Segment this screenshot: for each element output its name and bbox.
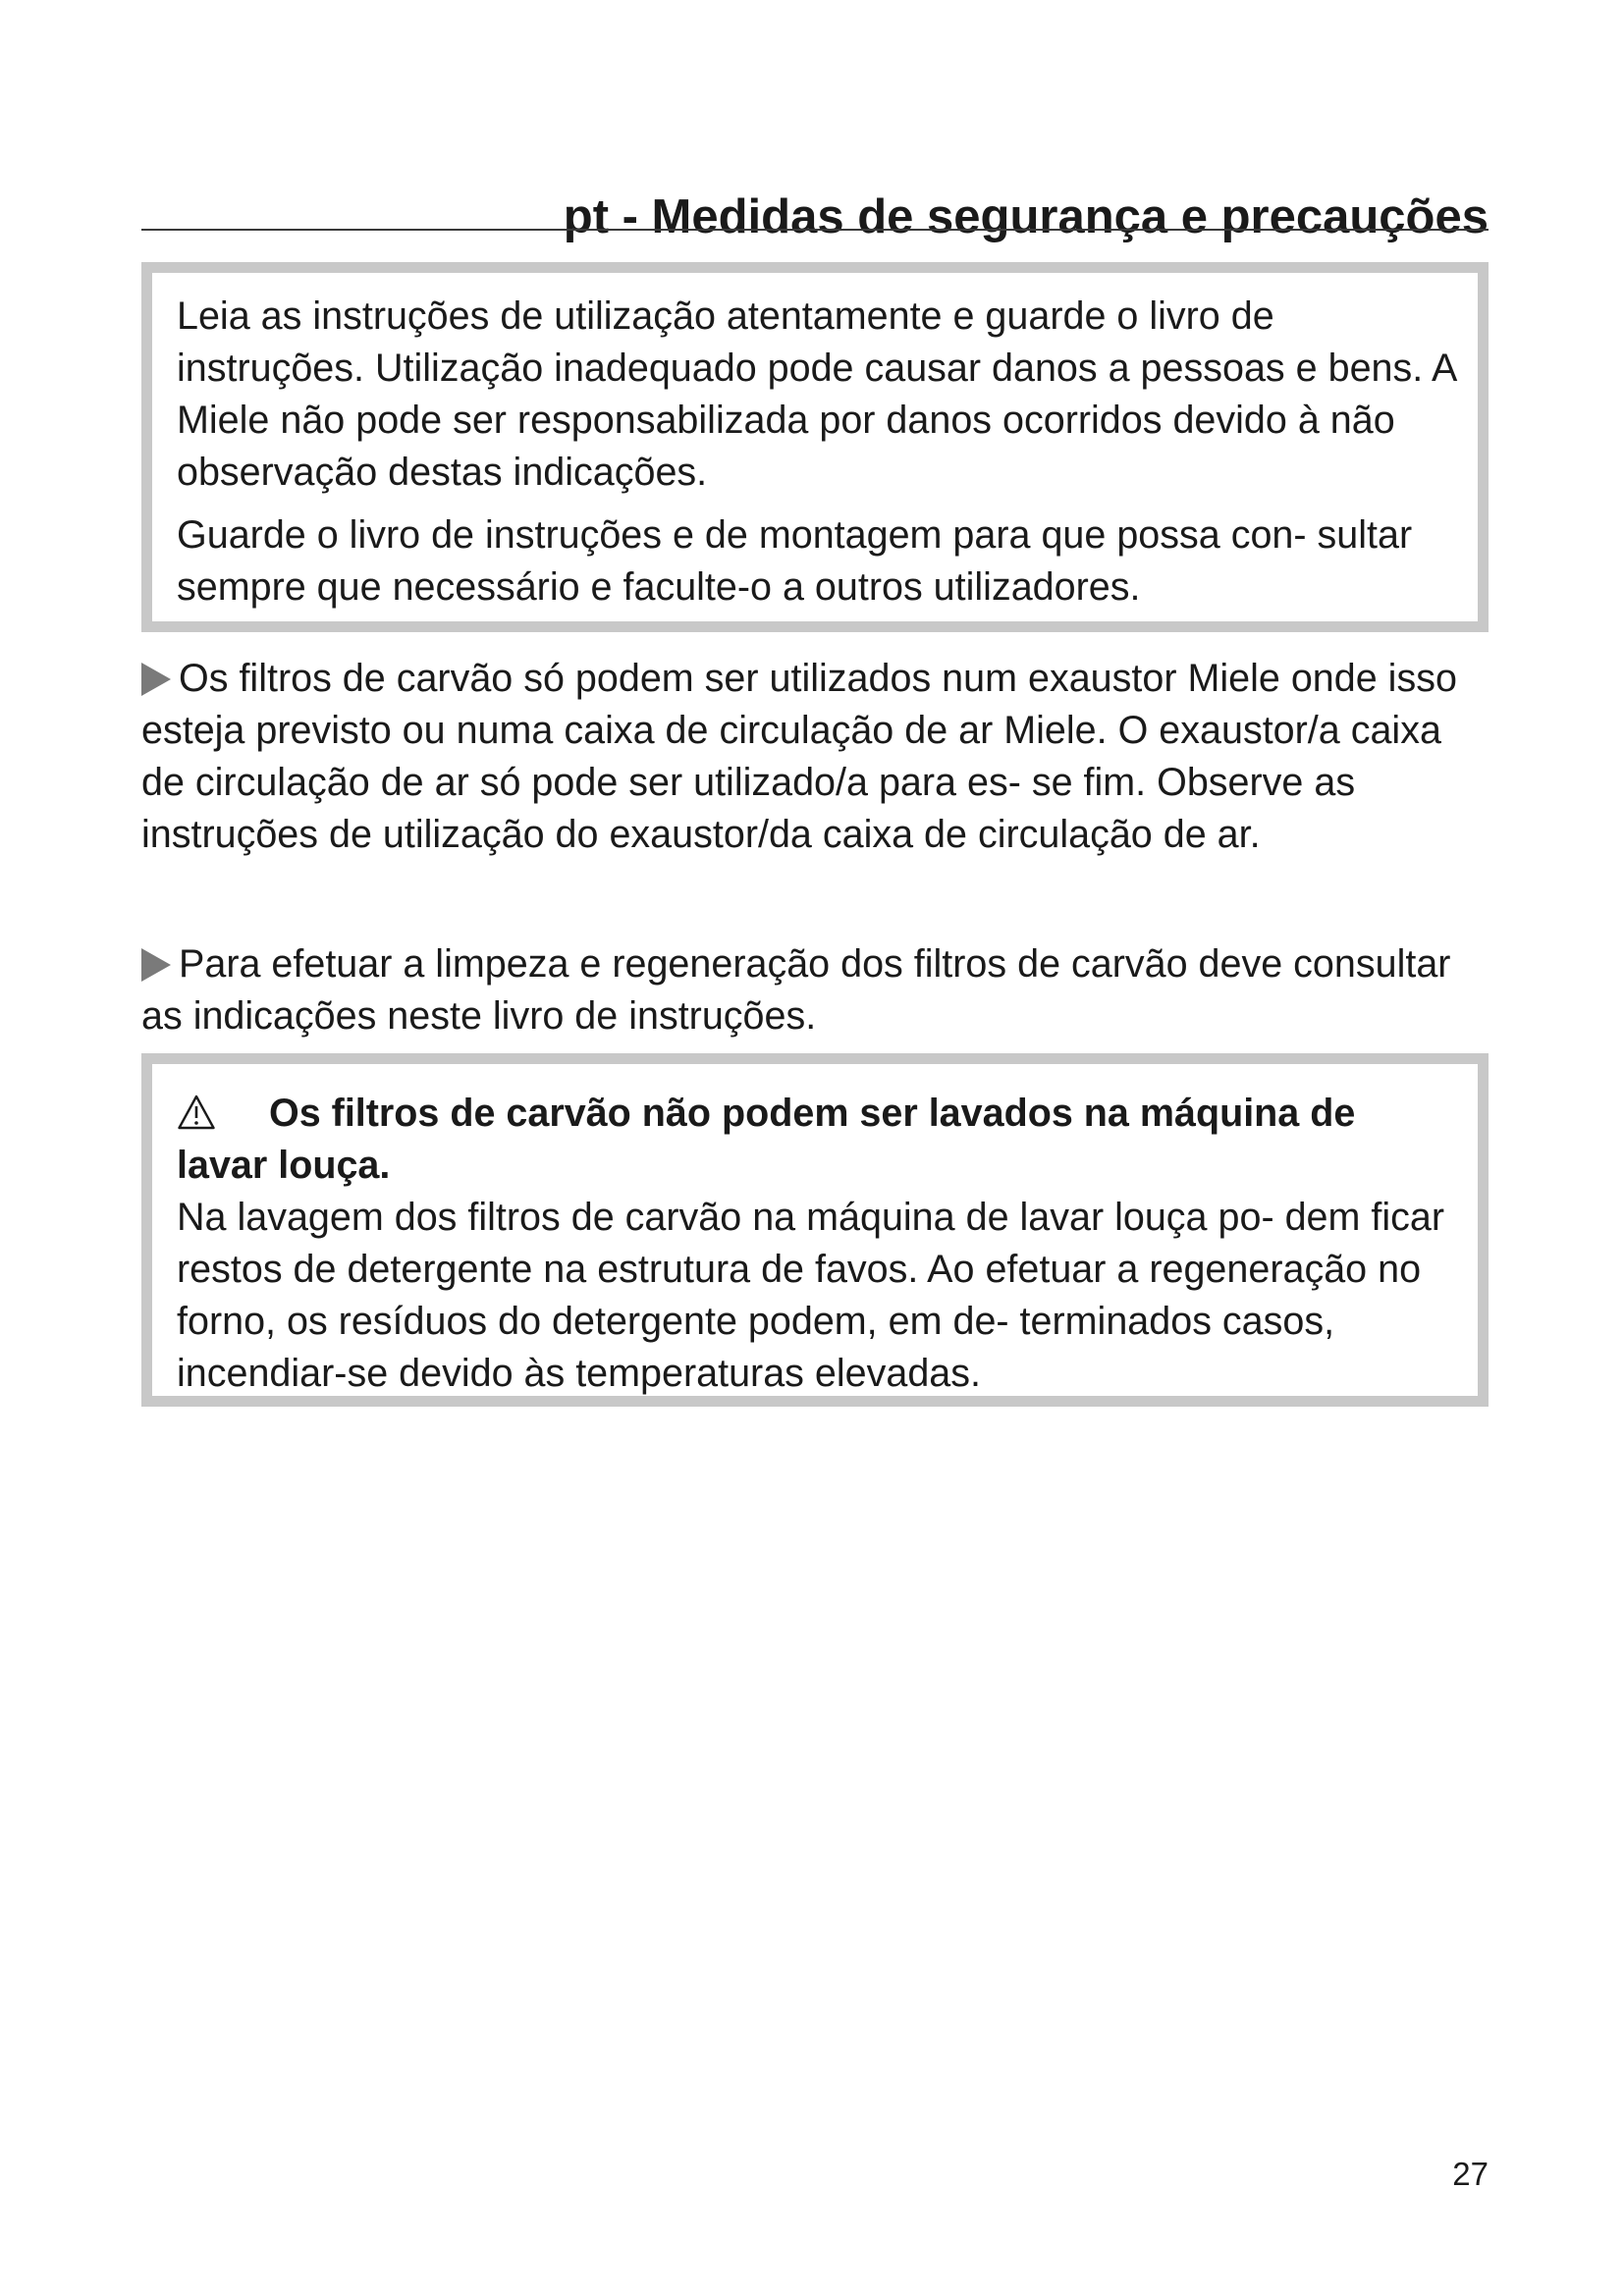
warning-heading <box>177 1088 1456 1192</box>
warning-body: Na lavagem dos filtros de carvão na máquina de lavar louça po- dem ficar restos de detergente na estrutura de favos. Ao efetuar a regeneração no forno, os resíduos do detergente podem, em de- terminados casos, incendiar-se devido às temperaturas elevadas. <box>177 1196 1445 1395</box>
bullet-text: Para efetuar a limpeza e regeneração dos filtros de carvão deve consultar as indicações neste livro de instruções. <box>141 942 1451 1038</box>
page-title: pt - Medidas de segurança e precauções <box>563 189 1489 243</box>
intro-notice-box <box>141 262 1489 632</box>
warning-heading-text: Os filtros de carvão não podem ser lavados na máquina de lavar louça. <box>177 1092 1356 1187</box>
intro-paragraph: Guarde o livro de instruções e de montagem para que possa con- sultar sempre que necessário e faculte-o a outros utilizadores. <box>177 513 1413 609</box>
warning-triangle-icon <box>177 1094 216 1131</box>
bullet-text: Os filtros de carvão só podem ser utilizados num exaustor Miele onde isso esteja previsto ou numa caixa de circulação de ar Miele. O exaustor/a caixa de circulação de ar só pode ser utilizado/a para es- se fim. Observe as instruções de utilização do exaustor/da caixa de circulação de ar. <box>141 657 1457 856</box>
title-divider <box>141 229 1489 231</box>
page-number: 27 <box>1452 2156 1489 2192</box>
bullet-item <box>141 653 1489 861</box>
intro-paragraph: Leia as instruções de utilização atentamente e guarde o livro de instruções. Utilização inadequado pode causar danos a pessoas e bens. A Miele não pode ser responsabilizada por danos ocorridos devido à não observação destas indicações. <box>177 294 1456 494</box>
warning-box <box>141 1053 1489 1407</box>
arrow-icon <box>141 663 171 696</box>
arrow-icon <box>141 948 171 982</box>
bullet-item <box>141 938 1489 1042</box>
